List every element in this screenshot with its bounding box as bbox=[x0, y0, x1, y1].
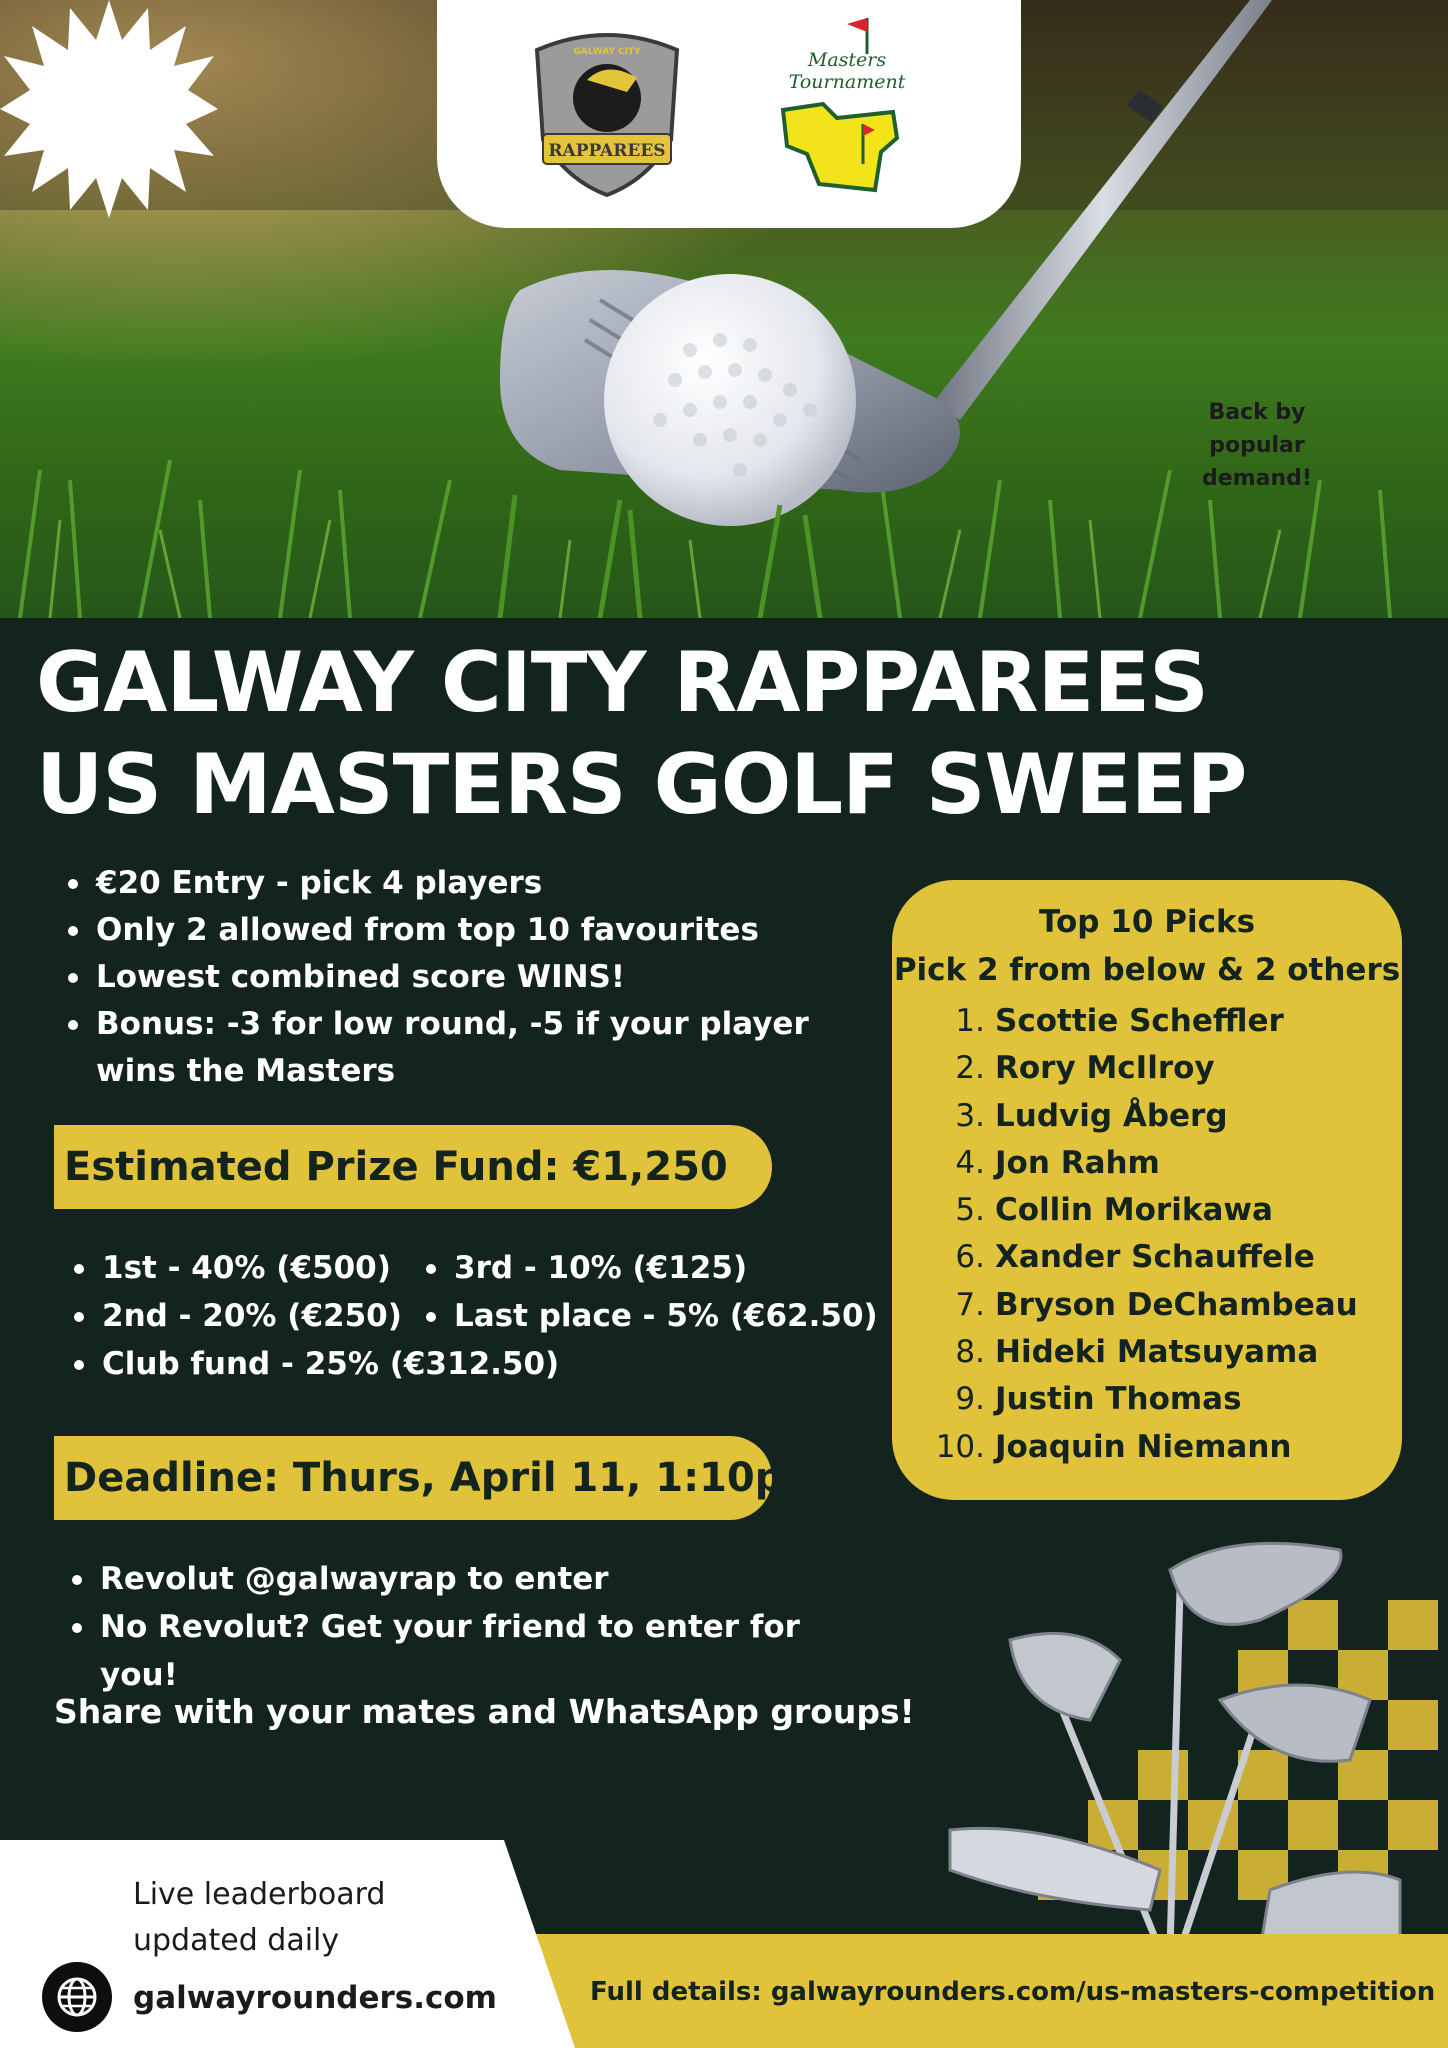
player-rank: 2. bbox=[955, 1050, 985, 1087]
player-rank: 9. bbox=[955, 1381, 985, 1418]
title-line-2: US MASTERS GOLF SWEEP bbox=[36, 736, 1247, 833]
player-name: Jon Rahm bbox=[995, 1144, 1160, 1181]
logo-card bbox=[437, 0, 1021, 228]
full-details-link[interactable]: Full details: galwayrounders.com/us-masters-competition bbox=[590, 1977, 1436, 2007]
website-link[interactable]: galwayrounders.com bbox=[133, 1980, 497, 2016]
leaderboard-note bbox=[133, 1872, 385, 1964]
svg-text:Masters: Masters bbox=[807, 49, 887, 71]
player-name: Ludvig Åberg bbox=[995, 1097, 1228, 1134]
rule-item: Only 2 allowed from top 10 favourites bbox=[66, 907, 866, 954]
top-picks-panel bbox=[892, 880, 1402, 1500]
golf-clubs-illustration bbox=[930, 1530, 1448, 1950]
player-item bbox=[892, 1187, 1402, 1234]
starburst-line-1: Back by bbox=[1208, 400, 1306, 425]
starburst-badge bbox=[0, 0, 218, 218]
player-rank: 5. bbox=[955, 1192, 985, 1229]
prize-item: Club fund - 25% (€312.50) bbox=[72, 1340, 559, 1388]
player-rank: 3. bbox=[955, 1097, 985, 1134]
player-item bbox=[892, 1329, 1402, 1376]
entry-item: Revolut @galwayrap to enter bbox=[70, 1555, 870, 1603]
player-name: Joaquin Niemann bbox=[995, 1428, 1292, 1465]
rule-item: Bonus: -3 for low round, -5 if your player bbox=[66, 1001, 866, 1048]
player-name: Bryson DeChambeau bbox=[995, 1286, 1358, 1323]
rule-item: Lowest combined score WINS! bbox=[66, 954, 866, 1001]
page-title bbox=[36, 632, 1416, 836]
player-item bbox=[892, 1424, 1402, 1471]
starburst-line-3: demand! bbox=[1202, 466, 1312, 491]
top-picks-title: Top 10 Picks bbox=[1038, 904, 1256, 940]
player-name: Hideki Matsuyama bbox=[995, 1334, 1319, 1371]
rule-item-continued: wins the Masters bbox=[96, 1053, 396, 1089]
rapparees-crest-logo bbox=[527, 20, 687, 198]
svg-text:RAPPAREES: RAPPAREES bbox=[548, 141, 666, 161]
leaderboard-line-2: updated daily bbox=[133, 1923, 340, 1958]
player-item bbox=[892, 998, 1402, 1045]
player-rank: 10. bbox=[935, 1428, 985, 1465]
player-item bbox=[892, 1376, 1402, 1423]
svg-text:GALWAY CITY: GALWAY CITY bbox=[573, 47, 641, 57]
player-rank: 8. bbox=[955, 1334, 985, 1371]
svg-text:Tournament: Tournament bbox=[788, 71, 906, 93]
player-item bbox=[892, 1045, 1402, 1092]
player-item bbox=[892, 1234, 1402, 1281]
hero-image bbox=[0, 0, 1448, 618]
entry-item: No Revolut? Get your friend to enter for you! bbox=[70, 1603, 870, 1699]
starburst-text bbox=[1148, 396, 1366, 495]
player-rank: 7. bbox=[955, 1286, 985, 1323]
deadline-banner: Deadline: Thurs, April 11, 1:10pm bbox=[54, 1436, 772, 1520]
prize-item: Last place - 5% (€62.50) bbox=[424, 1292, 878, 1340]
entry-instructions bbox=[70, 1555, 870, 1699]
player-name: Collin Morikawa bbox=[995, 1192, 1273, 1229]
title-line-1: GALWAY CITY RAPPAREES bbox=[36, 634, 1208, 731]
prize-item: 3rd - 10% (€125) bbox=[424, 1244, 747, 1292]
top-picks-list bbox=[892, 998, 1402, 1471]
starburst-line-2: popular bbox=[1209, 433, 1305, 458]
player-name: Justin Thomas bbox=[995, 1381, 1242, 1418]
top-picks-subtitle: Pick 2 from below & 2 others bbox=[893, 952, 1401, 988]
masters-tournament-logo bbox=[767, 14, 927, 204]
player-name: Xander Schauffele bbox=[995, 1239, 1315, 1276]
player-item bbox=[892, 1093, 1402, 1140]
globe-icon bbox=[42, 1962, 112, 2032]
player-rank: 4. bbox=[955, 1144, 985, 1181]
player-name: Scottie Scheffler bbox=[995, 1003, 1284, 1039]
rules-list bbox=[66, 860, 866, 1095]
player-item bbox=[892, 1282, 1402, 1329]
player-rank: 6. bbox=[955, 1239, 985, 1276]
player-item bbox=[892, 1140, 1402, 1187]
prize-item: 2nd - 20% (€250) bbox=[72, 1292, 402, 1340]
leaderboard-line-1: Live leaderboard bbox=[133, 1877, 386, 1912]
player-name: Rory McIlroy bbox=[995, 1050, 1215, 1087]
share-message: Share with your mates and WhatsApp groups! bbox=[54, 1692, 915, 1731]
rule-item: €20 Entry - pick 4 players bbox=[66, 860, 866, 907]
player-rank: 1. bbox=[955, 1003, 985, 1039]
prize-fund-banner: Estimated Prize Fund: €1,250 bbox=[54, 1125, 772, 1209]
prize-item: 1st - 40% (€500) bbox=[72, 1244, 391, 1292]
